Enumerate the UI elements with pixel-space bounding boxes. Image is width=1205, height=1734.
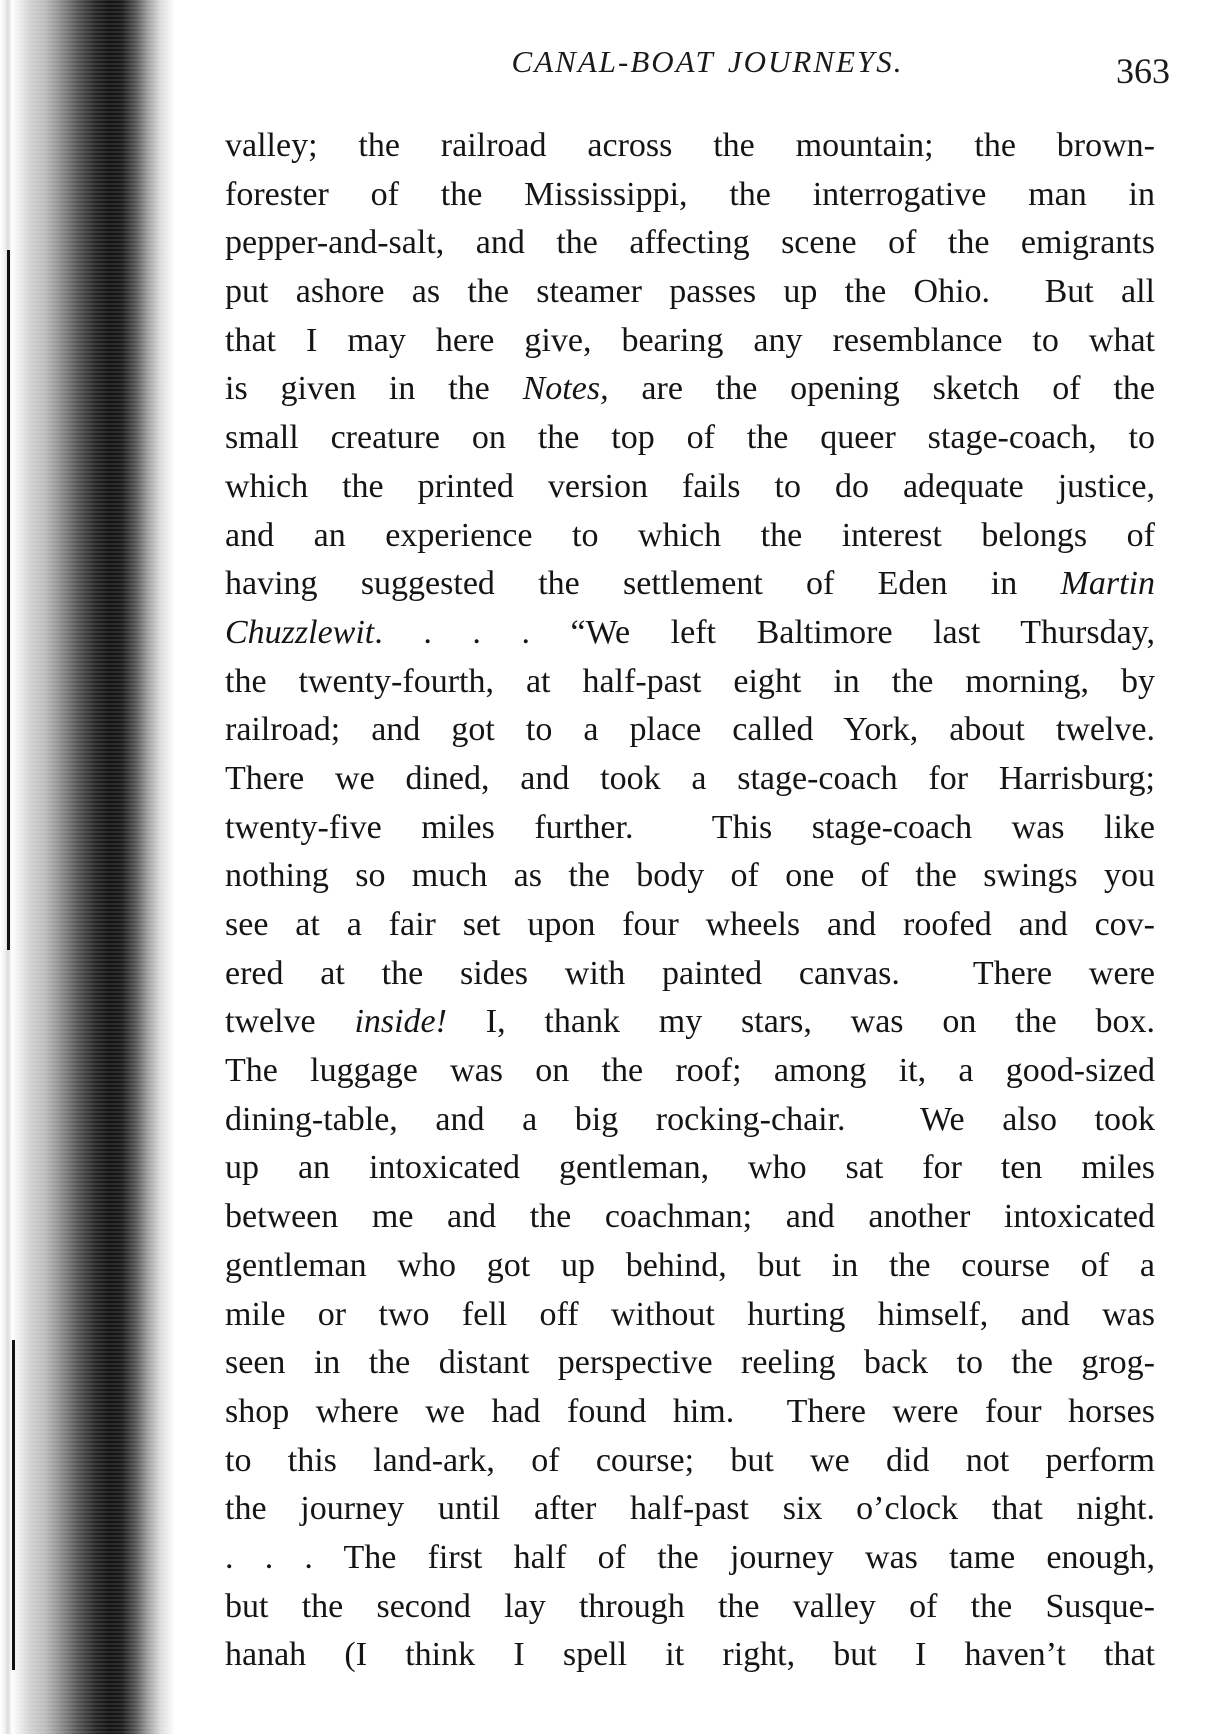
text-segment: are the opening sketch of the — [608, 370, 1156, 408]
text-segment: gentleman who got up behind, but in the course of a — [225, 1246, 1155, 1284]
italic-text: Chuzzlewit — [225, 613, 375, 651]
italic-text: Martin — [1060, 565, 1155, 603]
text-line — [225, 1291, 1155, 1340]
text-segment: . . . . “We left Baltimore last Thursday, — [374, 613, 1155, 651]
text-line — [225, 706, 1155, 755]
text-segment: ered at the sides with painted canvas. There were — [225, 954, 1155, 992]
text-segment: valley; the railroad across the mountain; the brown- — [225, 127, 1155, 164]
text-line — [225, 268, 1155, 317]
text-line — [225, 1485, 1155, 1534]
text-segment: put ashore as the steamer passes up the Ohio. But all — [225, 273, 1155, 311]
text-segment: having suggested the settlement of Eden in — [225, 565, 1061, 603]
text-line — [225, 317, 1155, 366]
text-segment: seen in the distant perspective reeling back to the grog- — [225, 1344, 1155, 1382]
text-line — [225, 512, 1155, 561]
text-segment: nothing so much as the body of one of the swings you — [225, 857, 1155, 895]
text-segment: is given in the — [225, 370, 523, 408]
text-line — [225, 1096, 1155, 1145]
text-segment: I, thank my stars, was on the box. — [446, 1003, 1155, 1041]
text-line — [225, 755, 1155, 804]
body-text — [225, 122, 1155, 1680]
text-line — [225, 1437, 1155, 1486]
text-segment: twenty-five miles further. This stage-coach was like — [225, 808, 1155, 846]
italic-text: inside! — [354, 1003, 447, 1041]
text-segment: which the printed version fails to do adequate justice, — [225, 467, 1155, 505]
text-segment: small creature on the top of the queer stage-coach, to — [225, 419, 1155, 457]
text-segment: but the second lay through the valley of the Susque- — [225, 1587, 1155, 1625]
text-segment: shop where we had found him. There were four horses — [225, 1392, 1155, 1430]
text-segment: mile or two fell off without hurting himself, and was — [225, 1295, 1155, 1333]
text-line — [225, 998, 1155, 1047]
text-segment: up an intoxicated gentleman, who sat for ten miles — [225, 1149, 1155, 1187]
text-segment: railroad; and got to a place called York, about twelve. — [225, 711, 1155, 749]
text-segment: dining-table, and a big rocking-chair. We also took — [225, 1100, 1155, 1138]
text-segment: The luggage was on the roof; among it, a good-sized — [225, 1052, 1155, 1090]
running-title: CANAL-BOAT JOURNEYS. — [511, 44, 904, 79]
text-line — [225, 1339, 1155, 1388]
text-segment: . . . The first half of the journey was tame enough, — [225, 1538, 1155, 1576]
text-line — [225, 852, 1155, 901]
gutter-edge-mark — [7, 250, 10, 950]
text-line — [225, 1631, 1155, 1680]
text-segment: between me and the coachman; and another intoxicated — [225, 1198, 1155, 1236]
page-number: 363 — [1116, 51, 1170, 91]
text-segment: to this land-ark, of course; but we did not perform — [225, 1441, 1155, 1479]
text-segment: hanah (I think I spell it right, but I haven’t that — [225, 1636, 1155, 1674]
text-line — [225, 950, 1155, 999]
text-segment: that I may here give, bearing any resemblance to what — [225, 321, 1155, 359]
text-line — [225, 414, 1155, 463]
gutter-edge-mark — [12, 1340, 15, 1670]
text-segment: twelve — [225, 1003, 355, 1041]
text-segment: and an experience to which the interest belongs of — [225, 516, 1155, 554]
page-gutter-shadow — [0, 0, 175, 1734]
text-segment: There we dined, and took a stage-coach for Harrisburg; — [225, 759, 1155, 797]
text-line — [225, 1242, 1155, 1291]
text-line — [225, 560, 1155, 609]
text-line — [225, 1144, 1155, 1193]
text-line — [225, 1388, 1155, 1437]
text-line — [225, 463, 1155, 512]
text-line — [225, 219, 1155, 268]
text-line — [225, 609, 1155, 658]
text-line — [225, 171, 1155, 220]
text-line — [225, 1193, 1155, 1242]
text-line — [225, 901, 1155, 950]
text-line — [225, 1583, 1155, 1632]
text-line — [225, 804, 1155, 853]
italic-text: Notes, — [522, 370, 609, 408]
text-segment: the twenty-fourth, at half-past eight in the morning, by — [225, 662, 1155, 700]
text-segment: the journey until after half-past six o’clock that night. — [225, 1490, 1155, 1528]
text-line — [225, 1047, 1155, 1096]
text-line — [225, 122, 1155, 171]
text-line — [225, 658, 1155, 707]
text-line — [225, 365, 1155, 414]
text-segment: see at a fair set upon four wheels and roofed and cov- — [225, 906, 1155, 943]
text-segment: pepper-and-salt, and the affecting scene of the emigrants — [225, 224, 1155, 262]
running-header — [225, 44, 1190, 92]
text-line — [225, 1534, 1155, 1583]
text-segment: forester of the Mississippi, the interrogative man in — [225, 175, 1155, 213]
